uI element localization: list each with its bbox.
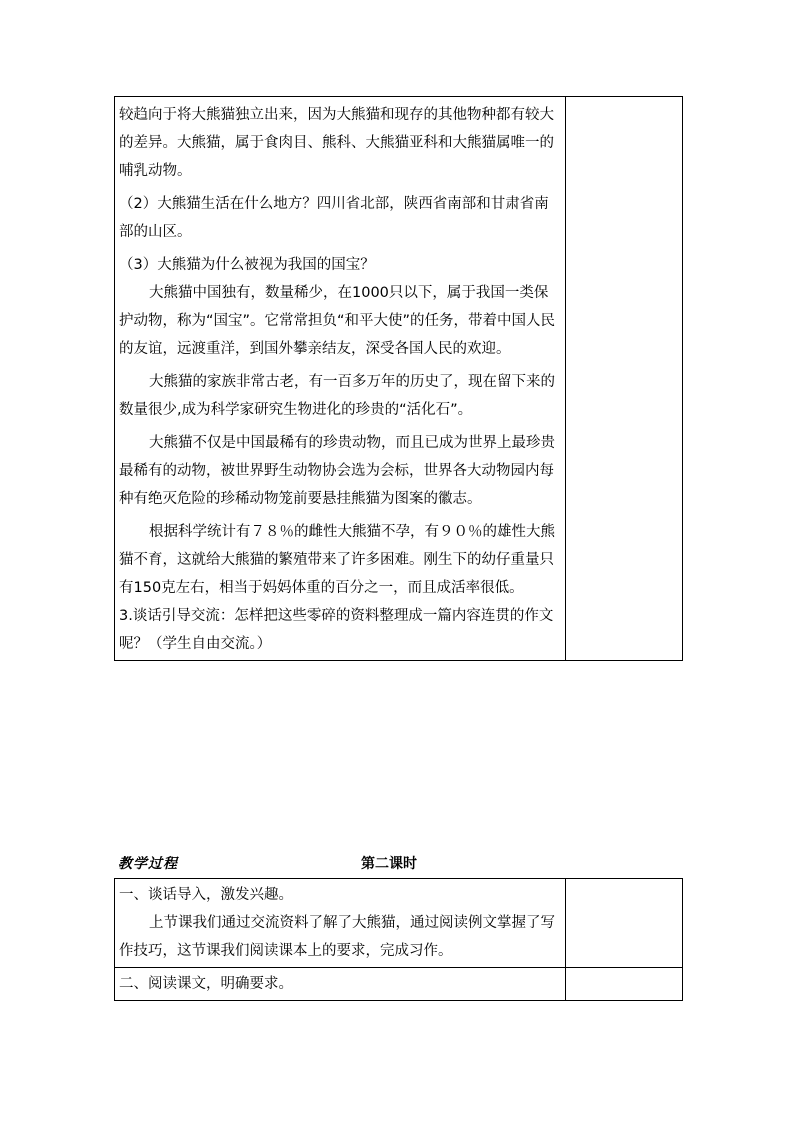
content-cell — [115, 968, 566, 1001]
section-heading — [118, 853, 678, 873]
paragraph-classification: 较趋向于将大熊猫独立出来，因为大熊猫和现存的其他物种都有较大的差异。大熊猫，属于食肉目、熊科、大熊猫亚科和大熊猫属唯一的哺乳动物。 — [119, 107, 554, 179]
content-cell — [115, 879, 566, 968]
notes-cell — [566, 97, 683, 661]
content-cell — [115, 97, 566, 661]
paragraph-rarest-animal: 大熊猫不仅是中国最稀有的珍贵动物，而且已成为世界上最珍贵最稀有的动物，被世界野生动物协会选为会标，世界各大动物园内每种有绝灭危险的珍稀动物笼前要悬挂熊猫为图案的徽志。 — [119, 435, 555, 507]
step-1-body: 上节课我们通过交流资料了解了大熊猫，通过阅读例文掌握了写作技巧，这节课我们阅读课本上的要求，完成习作。 — [119, 915, 555, 959]
teaching-process-label: 教学过程 — [118, 856, 178, 872]
question-2: （2）大熊猫生活在什么地方？四川省北部，陕西省南部和甘肃省南部的山区。 — [119, 196, 549, 240]
notes-cell — [566, 968, 683, 1001]
step-1-title: 一、谈话导入，激发兴趣。 — [119, 887, 293, 903]
lesson-table-1 — [114, 96, 683, 661]
paragraph-national-treasure: 大熊猫中国独有，数量稀少，在1000只以下，属于我国一类保护动物，称为“国宝”。它常常担负“和平大使”的任务，带着中国人民的友谊，远渡重洋，到国外攀亲结友，深受各国人民的欢迎。 — [119, 285, 556, 357]
question-3: （3）大熊猫为什么被视为我国的国宝？ — [119, 257, 375, 273]
lesson-period-title: 第二课时 — [361, 856, 417, 872]
notes-cell — [566, 879, 683, 968]
step-3-discussion: 3.谈话引导交流：怎样把这些零碎的资料整理成一篇内容连贯的作文呢？（学生自由交流。） — [119, 608, 554, 652]
step-2-title: 二、阅读课文，明确要求。 — [119, 976, 293, 992]
paragraph-living-fossil: 大熊猫的家族非常古老，有一百多万年的历史了，现在留下来的数量很少,成为科学家研究生物进化的珍贵的“活化石”。 — [119, 374, 555, 418]
lesson-table-2 — [114, 878, 683, 1001]
paragraph-breeding-difficulty: 根据科学统计有７８％的雌性大熊猫不孕，有９０％的雄性大熊猫不育，这就给大熊猫的繁殖带来了许多困难。刚生下的幼仔重量只有150克左右，相当于妈妈体重的百分之一，而且成活率很低。 — [119, 524, 555, 596]
